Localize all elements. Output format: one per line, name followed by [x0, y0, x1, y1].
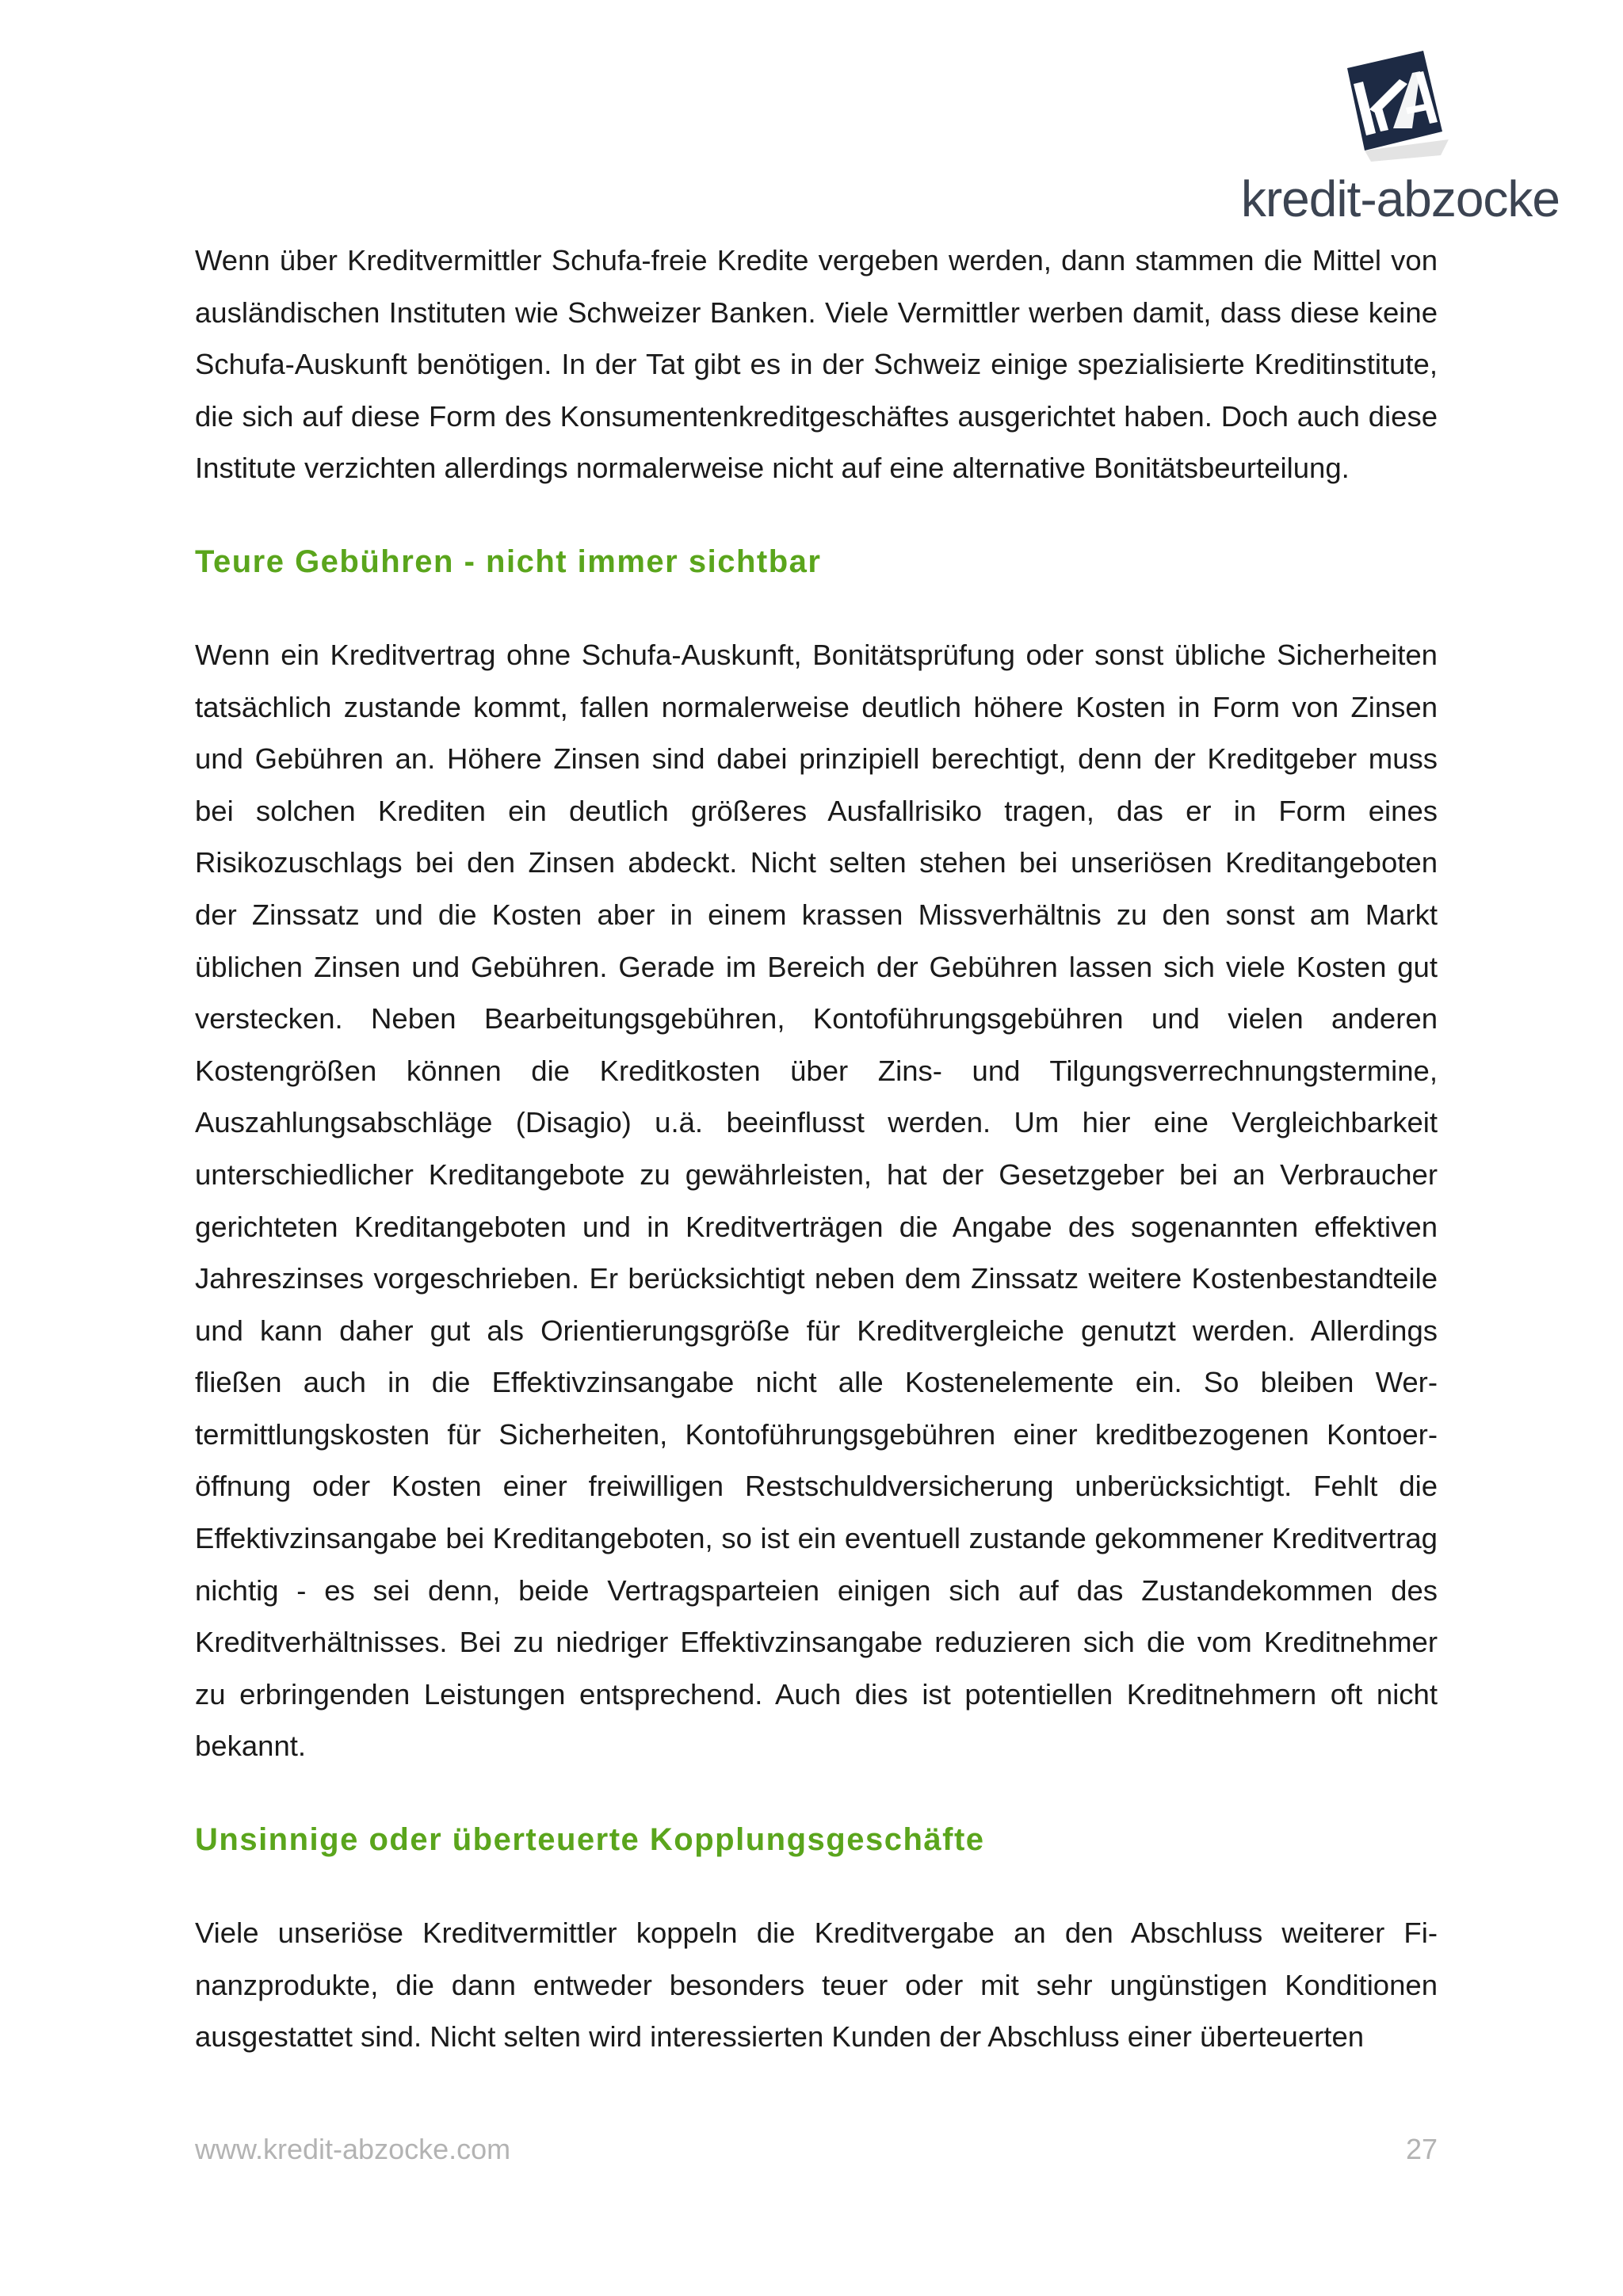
- logo-mark-icon: [1330, 46, 1457, 165]
- page-number: 27: [1405, 2133, 1438, 2165]
- coupling-paragraph: Viele unseriöse Kreditvermittler koppeln die Kreditvergabe an den Abschluss weiterer Finanzprodukte, die dann entweder besonders teuer oder mit sehr ungünstigen Konditionen ausgestattet sind. Nicht selten wird interessierten Kunden der Abschluss einer überteuerten: [195, 1917, 1438, 2054]
- footer-url: www.kredit-abzocke.com: [195, 2133, 511, 2165]
- brand-logo: [1227, 46, 1560, 228]
- fees-paragraph: Wenn ein Kreditvertrag ohne Schufa-Auskunft, Bonitätsprüfung oder sonst übliche Sicherheiten tatsächlich zustande kommt, fallen normalerweise deutlich höhere Kosten in Form von Zinsen und Gebühren an. Höhere Zinsen sind dabei prinzipiell berechtigt, denn der Kreditgeber muss bei solchen Krediten ein deutlich größeres Ausfallrisiko tragen, das er in Form eines Risikozuschlags bei den Zinsen abdeckt. Nicht selten stehen bei unseriösen Kreditangeboten der Zinssatz und die Kosten aber in einem krassen Missverhältnis zu den sonst am Markt üblichen Zinsen und Gebühren. Gerade im Bereich der Gebühren lassen sich viele Kosten gut verstecken. Neben Bearbeitungsgebühren, Kontoführungsgebühren und vielen anderen Kostengrößen können die Kreditkosten über Zins- und Tilgungsverrechnungstermine, Auszahlungsabschläge (Disagio) u.ä. beeinflusst werden. Um hier eine Vergleichbarkeit unterschiedlicher Kreditangebote zu gewährleisten, hat der Gesetzgeber bei an Verbraucher gerichteten Kreditangeboten und in Kreditverträgen die Angabe des sogenannten effektiven Jahreszinses vorgeschrieben. Er berücksichtigt neben dem Zinssatz weitere Kostenbestandteile und kann daher gut als Orientierungsgröße für Kreditvergleiche genutzt werden. Allerdings fließen auch in die Effektivzinsangabe nicht alle Kostenelemente ein. So bleiben Wertermittlungskosten für Sicherheiten, Kontoführungsgebühren einer kreditbezogenen Kontoeröffnung oder Kosten einer freiwilligen Restschuldversicherung unberücksichtigt. Fehlt die Effektivzinsangabe bei Kreditangeboten, so ist ein eventuell zustande gekommener Kreditvertrag nichtig - es sei denn, beide Vertragsparteien einigen sich auf das Zustandekommen des Kreditverhältnisses. Bei zu niedriger Effektivzinsangabe reduzieren sich die vom Kreditnehmer zu erbringenden Leistungen entsprechend. Auch dies ist potentiellen Kreditnehmern oft nicht bekannt.: [195, 638, 1438, 1763]
- intro-paragraph: Wenn über Kreditvermittler Schufa-freie Kredite vergeben werden, dann stammen die Mittel von ausländischen Instituten wie Schweizer Banken. Viele Vermittler werben damit, dass diese keine Schufa-Auskunft benötigen. In der Tat gibt es in der Schweiz einige spezialisierte Kreditinstitute, die sich auf diese Form des Konsumentenkreditgeschäftes ausgerichtet haben. Doch auch diese Institute verzichten allerdings normalerweise nicht auf eine alternative Bonitätsbeurteilung.: [195, 244, 1438, 485]
- section-heading-fees: Teure Gebühren - nicht immer sichtbar: [195, 543, 822, 579]
- section-heading-coupling: Unsinnige oder überteuerte Kopplungsgeschäfte: [195, 1822, 985, 1858]
- document-body: [195, 235, 1438, 2063]
- logo-wordmark: kredit-abzocke: [1240, 170, 1560, 227]
